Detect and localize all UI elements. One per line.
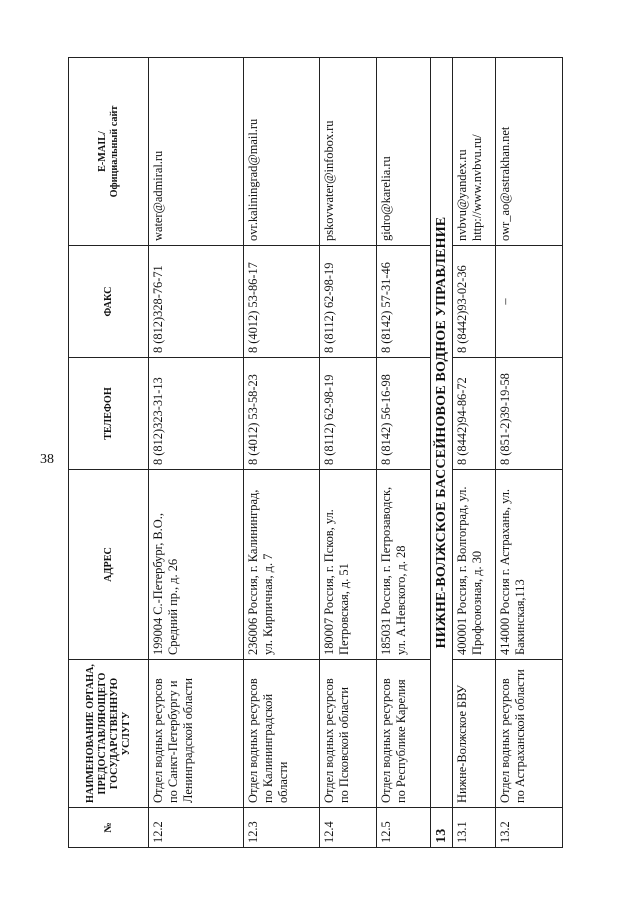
- cell-email: pskovwater@infobox.ru: [319, 58, 376, 246]
- cell-phone: 8 (851-2)39-19-58: [495, 358, 562, 470]
- cell-address: 180007 Россия, г. Псков, ул. Петровская, д. 51: [319, 470, 376, 660]
- cell-phone: 8 (8142) 56-16-98: [377, 358, 431, 470]
- cell-num: 13.1: [452, 808, 495, 848]
- header-address: АДРЕС: [69, 470, 149, 660]
- cell-email: water@admiral.ru: [149, 58, 244, 246]
- cell-email: nvbvu@yandex.ru http://www.nvbvu.ru/: [452, 58, 495, 246]
- cell-fax: 8 (8112) 62-98-19: [319, 246, 376, 358]
- cell-num: 13.2: [495, 808, 562, 848]
- cell-fax: 8 (4012) 53-86-17: [244, 246, 320, 358]
- cell-fax: 8 (812)328-76-71: [149, 246, 244, 358]
- header-email-label: E-MAIL/: [96, 131, 108, 172]
- page-number: 38: [40, 452, 54, 467]
- cell-num: 12.3: [244, 808, 320, 848]
- cell-address: 199004 С.-Петербург, В.О., Средний пр., д. 26: [149, 470, 244, 660]
- cell-num: 12.5: [377, 808, 431, 848]
- cell-name: Отдел водных ресурсов по Республике Карелия: [377, 660, 431, 808]
- rotated-table-container: [68, 58, 563, 848]
- table-row: [452, 58, 495, 848]
- cell-name: Отдел водных ресурсов по Астраханской области: [495, 660, 562, 808]
- header-fax: ФАКС: [69, 246, 149, 358]
- table-row: [149, 58, 244, 848]
- upper-rows: [149, 58, 431, 848]
- header-site-label: Официальный сайт: [108, 105, 120, 198]
- cell-name: Отдел водных ресурсов по Калининградской области: [244, 660, 320, 808]
- cell-email: gidro@karelia.ru: [377, 58, 431, 246]
- contacts-table: [68, 57, 563, 848]
- cell-email: ovr.kaliningrad@mail.ru: [244, 58, 320, 246]
- cell-fax: –: [495, 246, 562, 358]
- section-title: НИЖНЕ-ВОЛЖСКОЕ БАССЕЙНОВОЕ ВОДНОЕ УПРАВЛЕНИЕ: [431, 58, 453, 808]
- header-row: [69, 58, 149, 848]
- cell-name: Отдел водных ресурсов по Псковской области: [319, 660, 376, 808]
- cell-phone: 8 (812)323-31-13: [149, 358, 244, 470]
- cell-address: 400001 Россия, г. Волгоград, ул. Профсоюзная, д. 30: [452, 470, 495, 660]
- header-name: НАИМЕНОВАНИЕ ОРГАНА, ПРЕДОСТАВЛЯЮЩЕГО ГОСУДАРСТВЕННУЮ УСЛУГУ: [69, 660, 149, 808]
- cell-address: 185031 Россия, г. Петрозаводск, ул. А.Невского, д. 28: [377, 470, 431, 660]
- cell-name: Отдел водных ресурсов по Санкт-Петербургу и Ленинградской области: [149, 660, 244, 808]
- header-phone: ТЕЛЕФОН: [69, 358, 149, 470]
- cell-email: owr_ao@astrakhan.net: [495, 58, 562, 246]
- cell-phone: 8 (8112) 62-98-19: [319, 358, 376, 470]
- table-row: [495, 58, 562, 848]
- cell-name: Нижне-Волжское БВУ: [452, 660, 495, 808]
- cell-phone: 8 (4012) 53-58-23: [244, 358, 320, 470]
- section-number: 13: [431, 808, 453, 848]
- header-num: №: [69, 808, 149, 848]
- table-row: [319, 58, 376, 848]
- cell-address: 236006 Россия, г. Калининград, ул. Кирпичная, д. 7: [244, 470, 320, 660]
- cell-address: 414000 Россия г. Астрахань, ул. Бакинская,113: [495, 470, 562, 660]
- cell-num: 12.4: [319, 808, 376, 848]
- header-email: [69, 58, 149, 246]
- section-row: [431, 58, 453, 848]
- table-row: [377, 58, 431, 848]
- cell-phone: 8 (8442)94-86-72: [452, 358, 495, 470]
- table-row: [244, 58, 320, 848]
- cell-num: 12.2: [149, 808, 244, 848]
- section-rows: [431, 58, 453, 848]
- lower-rows: [452, 58, 562, 848]
- cell-fax: 8 (8442)93-02-36: [452, 246, 495, 358]
- cell-fax: 8 (8142) 57-31-46: [377, 246, 431, 358]
